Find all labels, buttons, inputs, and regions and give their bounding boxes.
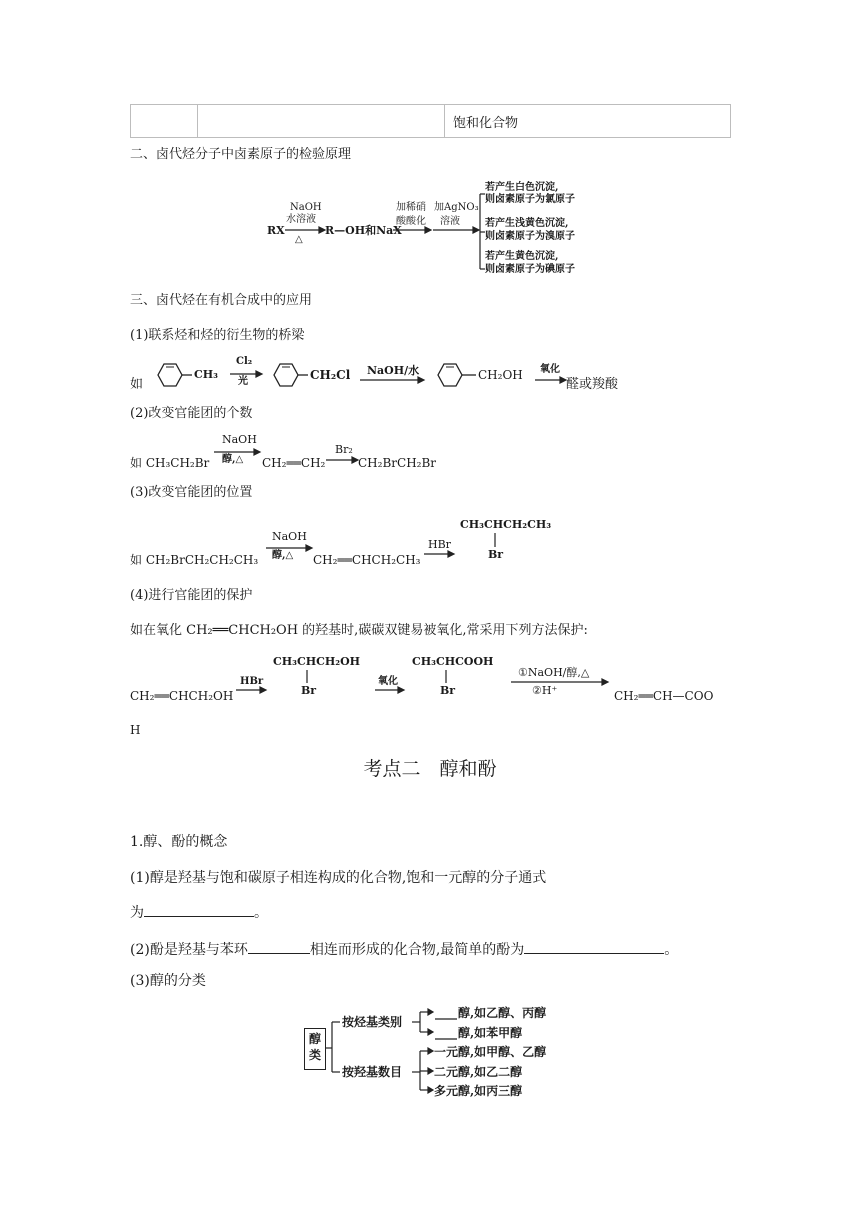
count-reaction [130, 430, 730, 474]
result-2-line-2: 则卤素原子为溴原子 [485, 231, 575, 242]
aldehyde-acid-label: 醛或羧酸 [566, 377, 619, 392]
intermediate-2-top: CH₃CHCOOH [412, 655, 494, 668]
result-3-line-2: 则卤素原子为碘原子 [485, 264, 575, 275]
subsection-title: (3)改变官能团的位置 [130, 485, 253, 500]
position-reaction [130, 514, 730, 574]
bridge-reaction [130, 352, 730, 396]
ch2cl-label: CH₂Cl [310, 368, 351, 382]
ethylene-label: CH₂══CH₂ [262, 456, 326, 470]
subsection-title: (1)联系烃和烃的衍生物的桥梁 [130, 328, 305, 343]
naoh-water-label: NaOH/水 [367, 364, 420, 377]
page-title: 考点二 醇和酚 [363, 758, 497, 780]
butene-label: CH₂══CHCH₂CH₃ [313, 553, 421, 567]
subsection-title: (4)进行官能团的保护 [130, 588, 253, 603]
type-item-1: 醇,如乙醇、丙醇 [458, 1006, 547, 1020]
table-cell: 饱和化合物 [445, 105, 731, 138]
reaction-arrows [130, 650, 730, 710]
product-br-label: Br [488, 548, 504, 561]
section-heading: 三、卤代烃在有机合成中的应用 [130, 293, 313, 308]
classification-title: (3)醇的分类 [130, 973, 206, 989]
phenol-text-a: (2)酚是羟基与苯环 [130, 942, 248, 958]
example-prefix: 如 [130, 377, 144, 392]
naoh-solution-label: 水溶液 [286, 214, 316, 225]
intermediate-1-br: Br [301, 684, 317, 697]
result-1-line-2: 则卤素原子为氯原子 [485, 194, 575, 205]
product-top-label: CH₃CHCH₂CH₃ [460, 518, 552, 531]
count-item-3: 多元醇,如丙三醇 [434, 1084, 523, 1098]
product-label: R—OH和NaX [325, 224, 402, 237]
cl2-label: Cl₂ [236, 356, 253, 367]
agno3-label-1: 加AgNO₃ [434, 202, 479, 213]
condition-label: 醇,△ [222, 454, 244, 465]
reaction-arrows [130, 514, 730, 574]
protection-intro: 如在氧化 CH₂══CHCH₂OH 的羟基时,碳碳双键易被氧化,常采用下列方法保护: [130, 623, 588, 638]
oxidize-label: 氧化 [540, 364, 560, 375]
benzene-rings [130, 352, 730, 396]
formula-suffix: 。 [254, 905, 268, 921]
section-heading: 二、卤代烃分子中卤素原子的检验原理 [130, 147, 352, 162]
start-compound: 如 CH₂BrCH₂CH₂CH₃ [130, 553, 259, 567]
result-2-line-1: 若产生浅黄色沉淀, [485, 218, 569, 229]
phenol-text-b: 相连而形成的化合物,最简单的酚为 [309, 942, 525, 958]
condition-label: 醇,△ [272, 550, 294, 561]
oxidize-label: 氧化 [378, 676, 398, 687]
ch3-label: CH₃ [194, 368, 218, 381]
phenol-blank-1[interactable] [248, 939, 310, 954]
table-cell [198, 105, 445, 138]
delta-label: △ [295, 234, 303, 245]
intermediate-2-br: Br [440, 684, 456, 697]
intermediate-1-top: CH₃CHCH₂OH [273, 655, 361, 668]
phenol-definition [130, 939, 678, 960]
end-compound: CH₂BrCH₂Br [358, 456, 437, 470]
end-compound-wrap: H [130, 723, 141, 737]
formula-prefix: 为 [130, 905, 144, 921]
acid-label-2: 酸酸化 [396, 216, 426, 227]
formula-blank[interactable] [144, 902, 254, 917]
formula-line [130, 902, 268, 923]
type-item-2: 醇,如苯甲醇 [458, 1026, 523, 1040]
subsection-title: (2)改变官能团的个数 [130, 406, 253, 421]
count-item-1: 一元醇,如甲醇、乙醇 [434, 1045, 547, 1059]
phenol-text-c: 。 [664, 942, 679, 958]
naoh-label: NaOH [290, 202, 322, 213]
hbr-label: HBr [240, 676, 264, 687]
root-label: 醇类 [309, 1032, 322, 1062]
by-type-label: 按烃基类别 [342, 1015, 403, 1029]
alcohol-definition: (1)醇是羟基与饱和碳原子相连构成的化合物,饱和一元醇的分子通式 [130, 870, 547, 886]
naoh-label: NaOH [222, 433, 257, 446]
table-cell [131, 105, 198, 138]
start-compound: CH₂══CHCH₂OH [130, 689, 234, 703]
end-compound: CH₂══CH—COO [614, 689, 714, 703]
top-table [130, 104, 731, 138]
concept-heading: 1.醇、酚的概念 [130, 834, 228, 850]
ch2oh-label: CH₂OH [478, 368, 523, 382]
protection-reaction [130, 650, 730, 710]
condition-1-label: ①NaOH/醇,△ [518, 666, 590, 679]
naoh-label: NaOH [272, 530, 307, 543]
by-count-label: 按羟基数目 [342, 1065, 403, 1079]
rx-label: RX [267, 224, 285, 237]
acid-label-1: 加稀硝 [396, 202, 426, 213]
halogen-test-diagram [265, 180, 595, 278]
hbr-label: HBr [428, 538, 451, 551]
agno3-label-2: 溶液 [440, 216, 460, 227]
br2-label: Br₂ [335, 443, 353, 456]
start-compound: 如 CH₃CH₂Br [130, 456, 210, 470]
light-label: 光 [238, 376, 248, 387]
alcohol-classification-tree [300, 1000, 570, 1100]
count-item-2: 二元醇,如乙二醇 [434, 1065, 523, 1079]
condition-2-label: ②H⁺ [532, 684, 558, 697]
result-1-line-1: 若产生白色沉淀, [485, 182, 559, 193]
phenol-blank-2[interactable] [524, 939, 664, 954]
table-row [131, 105, 731, 138]
result-3-line-1: 若产生黄色沉淀, [485, 251, 559, 262]
reaction-arrows [130, 430, 730, 474]
